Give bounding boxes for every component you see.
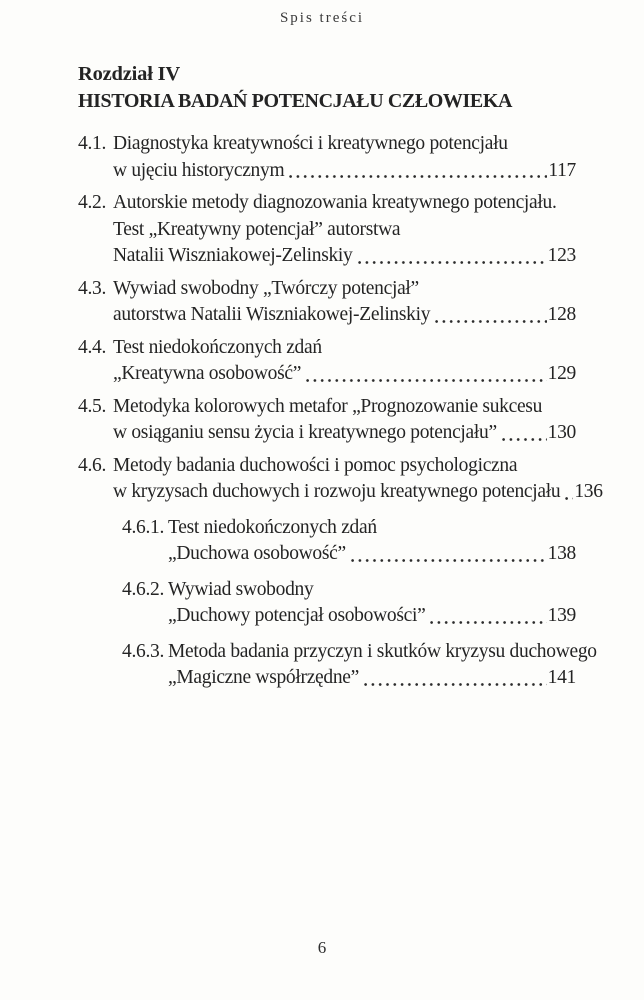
- entry-text: Test „Kreatywny potencjał” autorstwa: [113, 218, 401, 240]
- chapter-title: HISTORIA BADAŃ POTENCJAŁU CZŁOWIEKA: [78, 90, 513, 112]
- entry-number: 4.3.: [78, 277, 107, 299]
- entry-text: Diagnostyka kreatywności i kreatywnego potencjału: [113, 133, 508, 154]
- toc-entry-4-6-2: [122, 577, 576, 630]
- entry-text: Test niedokończonych zdań: [168, 516, 377, 538]
- dot-leader: [351, 558, 547, 563]
- dot-leader: [430, 620, 546, 625]
- entry-page-number: 136: [574, 481, 603, 502]
- entry-number: 4.6.2.: [122, 578, 165, 600]
- toc-line: [122, 541, 576, 568]
- page-number-folio: 6: [317, 938, 327, 957]
- entry-number: 4.6.1.: [122, 516, 165, 538]
- entry-page-number: 141: [547, 667, 576, 688]
- entry-text: w kryzysach duchowych i rozwoju kreatywnego potencjału: [113, 481, 561, 502]
- toc-line: [78, 190, 576, 217]
- toc-entry-4-4: [78, 335, 576, 388]
- dot-leader: [358, 260, 547, 265]
- entry-text: Metodyka kolorowych metafor „Prognozowanie sukcesu: [113, 395, 543, 417]
- toc-line: [78, 131, 576, 158]
- entry-page-number: 123: [547, 245, 576, 266]
- toc-line: [122, 603, 576, 630]
- entry-text: „Magiczne współrzędne”: [168, 667, 360, 688]
- toc-line: [78, 361, 576, 388]
- toc-line: [122, 639, 597, 666]
- dot-leader: [289, 174, 547, 179]
- running-head: Spis treści: [279, 10, 365, 26]
- entry-number: 4.4.: [78, 336, 107, 358]
- toc-entry-4-6: [78, 453, 603, 506]
- entry-number: 4.6.3.: [122, 640, 165, 662]
- entry-text: „Duchowa osobowość”: [168, 543, 346, 564]
- entry-text: Natalii Wiszniakowej-Zelinskiy: [113, 245, 353, 266]
- entry-number: 4.2.: [78, 192, 107, 213]
- entry-text: Autorskie metody diagnozowania kreatywnego potencjału.: [113, 192, 557, 213]
- toc-line: [78, 394, 576, 421]
- toc-line: [78, 479, 603, 506]
- entry-text: „Duchowy potencjał osobowości”: [168, 605, 426, 626]
- toc-line: [78, 302, 576, 329]
- toc-entry-4-6-3: [122, 639, 597, 692]
- dot-leader: [364, 682, 547, 687]
- toc-line: [78, 243, 576, 270]
- toc-line: [78, 217, 576, 244]
- dot-leader: [306, 378, 547, 383]
- entry-text: „Kreatywna osobowość”: [113, 363, 302, 384]
- entry-text: autorstwa Natalii Wiszniakowej-Zelinskiy: [113, 304, 431, 325]
- entry-text: w osiąganiu sensu życia i kreatywnego potencjału”: [113, 422, 497, 443]
- entry-text: Test niedokończonych zdań: [113, 336, 322, 358]
- toc-line: [78, 453, 576, 480]
- chapter-label: Rozdział IV: [78, 63, 181, 85]
- toc-entry-4-1: [78, 131, 576, 184]
- toc-entry-4-3: [78, 276, 576, 329]
- entry-number: 4.1.: [78, 133, 107, 154]
- entry-page-number: 138: [547, 543, 576, 564]
- entry-number: 4.5.: [78, 395, 107, 417]
- entry-page-number: 128: [547, 304, 576, 325]
- entry-text: w ujęciu historycznym: [113, 159, 285, 181]
- toc-line: [122, 665, 576, 692]
- entry-page-number: 117: [548, 159, 576, 181]
- entry-page-number: 139: [547, 605, 576, 626]
- toc-content: [78, 60, 603, 701]
- dot-leader: [565, 496, 573, 501]
- toc-line: [122, 515, 576, 542]
- toc-entry-4-5: [78, 394, 576, 447]
- toc-entry-4-6-1: [122, 515, 576, 568]
- entry-number: 4.6.: [78, 454, 107, 476]
- toc-line: [122, 577, 576, 604]
- toc-line: [78, 158, 576, 185]
- dot-leader: [502, 437, 547, 442]
- toc-line: [78, 335, 576, 362]
- toc-line: [78, 420, 576, 447]
- entry-page-number: 130: [547, 422, 576, 443]
- entry-text: Metoda badania przyczyn i skutków kryzysu duchowego: [168, 640, 597, 662]
- entry-text: Wywiad swobodny: [168, 578, 314, 600]
- toc-line: [78, 276, 576, 303]
- entry-page-number: 129: [547, 363, 576, 384]
- entry-text: Metody badania duchowości i pomoc psychologiczna: [113, 454, 518, 476]
- dot-leader: [435, 319, 546, 324]
- entry-text: Wywiad swobodny „Twórczy potencjał”: [113, 277, 419, 299]
- toc-entry-4-2: [78, 190, 576, 270]
